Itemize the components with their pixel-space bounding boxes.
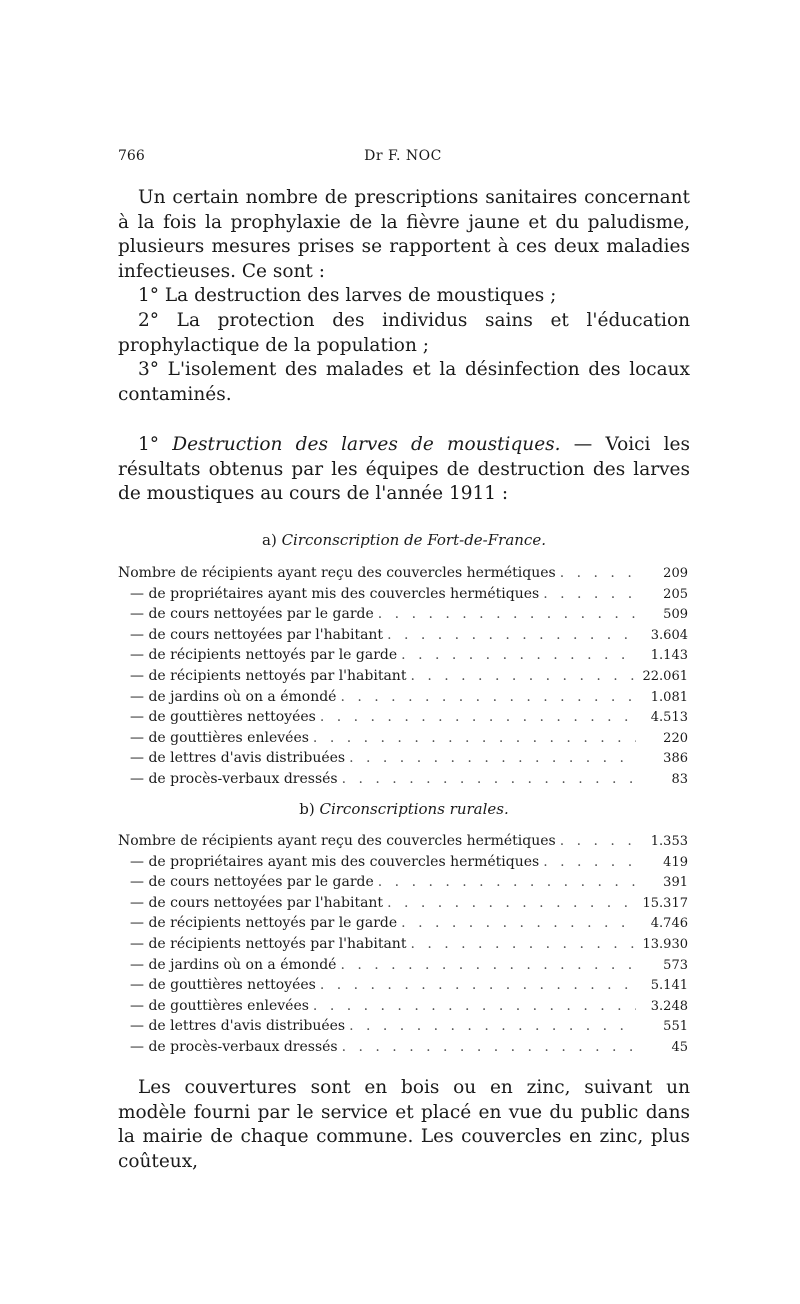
row-value: 1.143 <box>650 648 688 664</box>
dot-leader <box>397 645 636 666</box>
dot-leader <box>374 604 636 625</box>
row-value: 3.604 <box>650 627 688 643</box>
table-row <box>118 728 688 749</box>
row-value: 419 <box>663 854 688 870</box>
row-value: 22.061 <box>642 668 688 684</box>
table-row <box>118 666 688 687</box>
row-label: — de jardins où on a émondé <box>130 688 337 705</box>
intro-item-3: 3° L'isolement des malades et la désinfection des locaux contaminés. <box>118 359 690 405</box>
table-row <box>118 852 688 873</box>
row-value: 205 <box>663 586 688 602</box>
table-row <box>118 872 688 893</box>
row-value: 1.081 <box>650 689 688 705</box>
table-row <box>118 687 688 708</box>
row-label: — de jardins où on a émondé <box>130 956 337 973</box>
row-label: — de gouttières nettoyées <box>130 977 316 994</box>
running-title: Dr F. NOC <box>364 148 442 164</box>
row-label: — de récipients nettoyés par le garde <box>130 915 398 932</box>
table-row <box>118 831 688 852</box>
dot-leader <box>397 913 636 934</box>
row-label: — de récipients nettoyés par le garde <box>130 647 398 664</box>
section-1-text: — Voici les résultats obtenus par les équipes de destruction des larves de moustiques au cours de l'année 1911 : <box>118 434 690 505</box>
intro-paragraph: Un certain nombre de prescriptions sanitaires concernant à la fois la prophylaxie de la fièvre jaune et du paludisme, plusieurs mesures prises se rapportent à ces deux maladies infectieuses. Ce sont : <box>118 187 690 282</box>
table-a-title: Circonscription de Fort-de-France. <box>281 531 546 549</box>
dot-leader <box>345 1016 636 1037</box>
row-label: — de lettres d'avis distribuées <box>130 750 346 767</box>
section-1-intro <box>118 433 690 507</box>
row-value: 15.317 <box>642 895 688 911</box>
row-value: 83 <box>671 771 688 787</box>
table-row <box>118 934 688 955</box>
table-row <box>118 604 688 625</box>
dot-leader <box>338 769 636 790</box>
page-header <box>118 148 688 170</box>
table-row <box>118 748 688 769</box>
row-value: 220 <box>663 730 688 746</box>
table-row <box>118 1037 688 1058</box>
section-1-paragraph <box>118 433 690 507</box>
row-label: — de lettres d'avis distribuées <box>130 1018 346 1035</box>
row-label: Nombre de récipients ayant reçu des couvercles hermétiques <box>118 833 556 849</box>
row-value: 5.141 <box>650 978 688 994</box>
table-row <box>118 955 688 976</box>
intro-item-2: 2° La protection des individus sains et l'éducation prophylactique de la population ; <box>118 309 690 356</box>
section-1-number: 1° <box>138 434 160 455</box>
table-row <box>118 584 688 605</box>
table-row <box>118 645 688 666</box>
row-value: 3.248 <box>650 998 688 1014</box>
closing-paragraph: Les couvertures sont en bois ou en zinc, suivant un modèle fourni par le service et placé en vue du public dans la mairie de chaque commune. Les couvercles en zinc, plus coûteux, <box>118 1077 690 1172</box>
table-row <box>118 1016 688 1037</box>
dot-leader <box>316 707 636 728</box>
table-row <box>118 975 688 996</box>
row-value: 45 <box>671 1039 688 1055</box>
dot-leader <box>556 831 636 852</box>
dot-leader <box>383 625 636 646</box>
row-label: — de gouttières enlevées <box>130 997 309 1014</box>
table-row <box>118 563 688 584</box>
table-b <box>118 831 688 1058</box>
table-row <box>118 769 688 790</box>
table-row <box>118 625 688 646</box>
row-label: — de gouttières nettoyées <box>130 709 316 726</box>
dot-leader <box>336 687 636 708</box>
dot-leader <box>383 893 636 914</box>
table-row <box>118 996 688 1017</box>
row-value: 386 <box>663 751 688 767</box>
table-a <box>118 563 688 790</box>
row-value: 209 <box>663 566 688 581</box>
row-label: — de récipients nettoyés par l'habitant <box>130 935 407 952</box>
dot-leader <box>336 955 636 976</box>
row-value: 13.930 <box>642 936 688 952</box>
row-label: — de récipients nettoyés par l'habitant <box>130 667 407 684</box>
table-b-label: b) <box>299 800 315 818</box>
row-label: — de propriétaires ayant mis des couvercles hermétiques <box>130 585 540 602</box>
dot-leader <box>539 584 636 605</box>
row-label: — de cours nettoyées par le garde <box>130 874 374 891</box>
table-row <box>118 913 688 934</box>
row-label: — de cours nettoyées par le garde <box>130 606 374 623</box>
row-label: — de cours nettoyées par l'habitant <box>130 894 384 911</box>
row-label: — de procès-verbaux dressés <box>130 1038 338 1055</box>
row-value: 1.353 <box>650 834 688 849</box>
dot-leader <box>556 563 636 584</box>
dot-leader <box>338 1037 636 1058</box>
table-b-heading <box>118 800 690 818</box>
row-label: — de propriétaires ayant mis des couvercles hermétiques <box>130 853 540 870</box>
dot-leader <box>374 872 636 893</box>
row-value: 551 <box>663 1019 688 1035</box>
dot-leader <box>309 728 636 749</box>
row-value: 4.513 <box>650 710 688 726</box>
row-value: 4.746 <box>650 916 688 932</box>
section-1-title: Destruction des larves de moustiques. <box>172 434 561 455</box>
row-label: — de procès-verbaux dressés <box>130 770 338 787</box>
table-a-heading <box>118 531 690 549</box>
row-label: — de cours nettoyées par l'habitant <box>130 626 384 643</box>
table-a-label: a) <box>262 531 277 549</box>
intro-block <box>118 186 690 407</box>
intro-item-1: 1° La destruction des larves de moustiques ; <box>138 285 557 307</box>
dot-leader <box>406 934 636 955</box>
page-number: 766 <box>118 148 145 164</box>
row-value: 509 <box>663 607 688 623</box>
table-row <box>118 707 688 728</box>
closing-block <box>118 1076 690 1174</box>
row-value: 391 <box>663 875 688 891</box>
table-row <box>118 893 688 914</box>
dot-leader <box>345 748 636 769</box>
row-label: Nombre de récipients ayant reçu des couvercles hermétiques <box>118 565 556 581</box>
row-value: 573 <box>663 957 688 973</box>
row-label: — de gouttières enlevées <box>130 729 309 746</box>
dot-leader <box>539 852 636 873</box>
dot-leader <box>406 666 636 687</box>
dot-leader <box>316 975 636 996</box>
dot-leader <box>309 996 636 1017</box>
table-b-title: Circonscriptions rurales. <box>319 800 509 818</box>
